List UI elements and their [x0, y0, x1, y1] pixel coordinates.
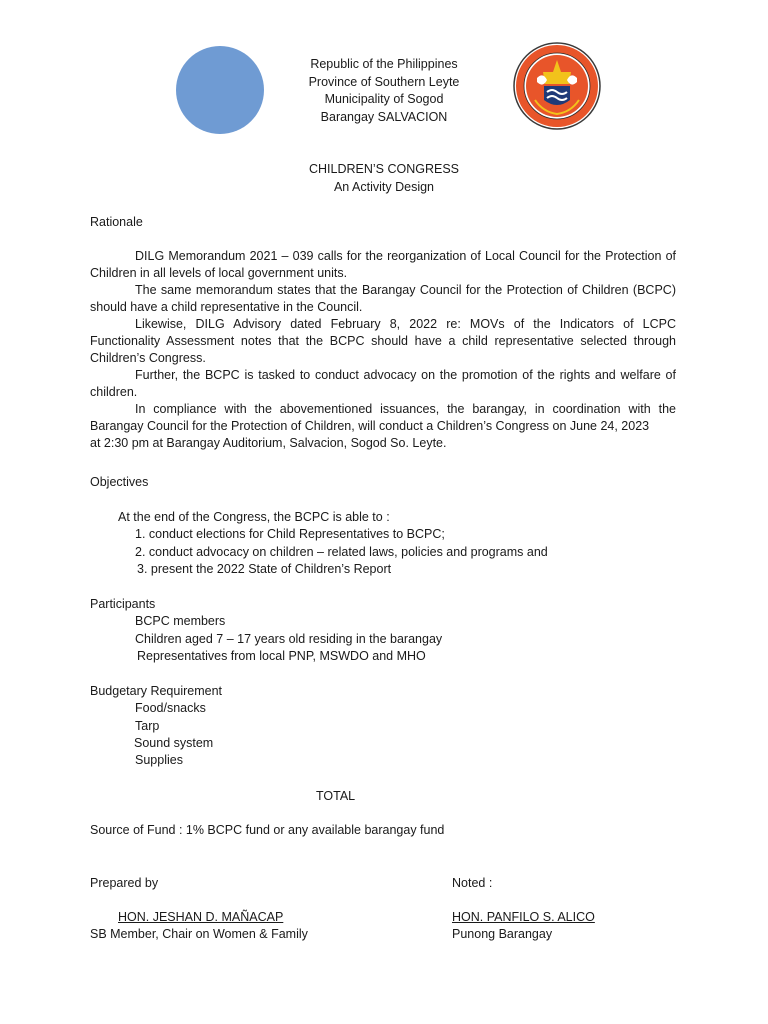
prepared-by-label: Prepared by	[90, 876, 159, 890]
noted-by-label: Noted :	[452, 876, 493, 890]
participants-heading: Participants	[90, 597, 156, 611]
participant-item: BCPC members	[135, 614, 226, 628]
header-line-republic: Republic of the Philippines	[310, 57, 458, 71]
budget-heading: Budgetary Requirement	[90, 684, 223, 698]
objective-item: 3. present the 2022 State of Children’s Report	[137, 562, 392, 576]
budget-item: Tarp	[135, 719, 160, 733]
objectives-heading: Objectives	[90, 475, 149, 489]
participant-item: Representatives from local PNP, MSWDO and MHO	[137, 649, 426, 663]
header-line-municipality: Municipality of Sogod	[324, 92, 444, 106]
rationale-p5-continued: at 2:30 pm at Barangay Auditorium, Salvacion, Sogod So. Leyte.	[90, 436, 447, 450]
budget-item: Supplies	[135, 753, 183, 767]
source-of-fund: Source of Fund : 1% BCPC fund or any available barangay fund	[90, 823, 445, 837]
header-line-province: Province of Southern Leyte	[308, 74, 460, 89]
header-line-barangay: Barangay SALVACION	[320, 109, 448, 124]
rationale-p3: Likewise, DILG Advisory dated February 8, 2022 re: MOVs of the Indicators of LCPC Functionality Assessment notes that the BCPC should have a child representative selected through Children’s Congress.	[90, 317, 676, 365]
participant-item: Children aged 7 – 17 years old residing in the barangay	[135, 632, 443, 646]
title-main: CHILDREN’S CONGRESS	[308, 162, 460, 176]
rationale-p2: The same memorandum states that the Barangay Council for the Protection of Children (BCPC) should have a child representative in the Council.	[90, 283, 676, 314]
prepared-by-name: HON. JESHAN D. MAÑACAP	[118, 910, 284, 924]
objective-item: 2. conduct advocacy on children – related laws, policies and programs and	[135, 545, 548, 559]
objectives-intro: At the end of the Congress, the BCPC is able to :	[118, 510, 390, 524]
rationale-heading: Rationale	[90, 215, 143, 229]
noted-by-title: Punong Barangay	[452, 927, 553, 941]
rationale-p4: Further, the BCPC is tasked to conduct advocacy on the promotion of the rights and welfare of children.	[90, 368, 676, 399]
prepared-by-title: SB Member, Chair on Women & Family	[90, 927, 308, 941]
budget-total-label: TOTAL	[316, 789, 356, 803]
objective-item: 1. conduct elections for Child Representatives to BCPC;	[135, 527, 445, 541]
rationale-body	[90, 248, 676, 452]
rationale-p1: DILG Memorandum 2021 – 039 calls for the reorganization of Local Council for the Protection of Children in all levels of local government units.	[90, 249, 676, 280]
budget-item: Food/snacks	[135, 701, 206, 715]
municipal-seal	[513, 42, 601, 130]
rationale-p5: In compliance with the abovementioned issuances, the barangay, in coordination with the Barangay Council for the Protection of Children, will conduct a Children’s Congress on June 24, 2023	[90, 402, 676, 433]
document-header	[284, 56, 484, 126]
budget-item: Sound system	[134, 736, 214, 750]
barangay-logo-placeholder	[176, 46, 264, 134]
noted-by-name: HON. PANFILO S. ALICO	[452, 910, 595, 924]
document-title	[284, 161, 484, 196]
title-sub: An Activity Design	[333, 179, 435, 194]
